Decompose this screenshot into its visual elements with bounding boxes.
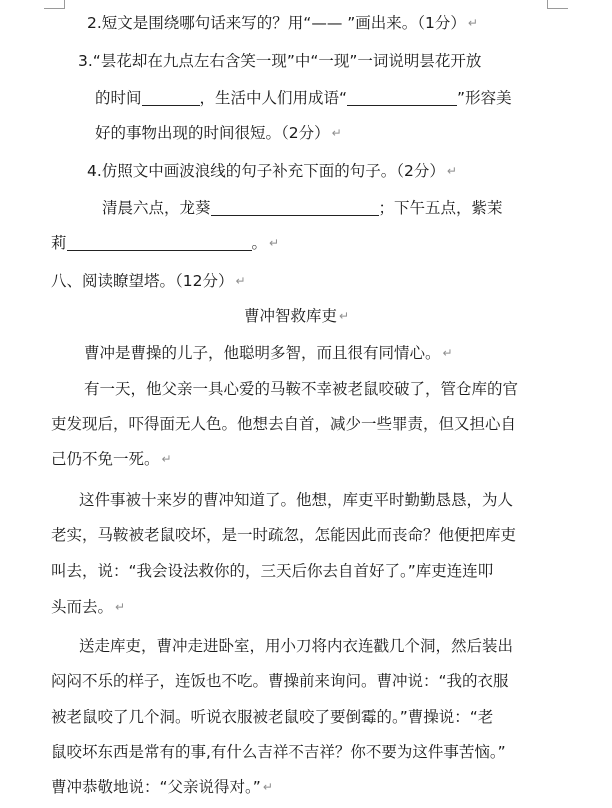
paragraph-text: 有一天，他父亲一具心爱的马鞍不幸被老鼠咬破了，管仓库的官 bbox=[84, 380, 519, 398]
paragraph-text: 这件事被十来岁的曹冲知道了。他想，库吏平时勤勤恳恳，为人 bbox=[79, 491, 514, 509]
paragraph-text: 送走库吏，曹冲走进卧室，用小刀将内衣连戳几个洞，然后装出 bbox=[79, 637, 514, 655]
question-3-line-1 bbox=[78, 50, 481, 72]
paragraph-mark-icon: ↵ bbox=[446, 164, 457, 178]
paragraph-mark-icon: ↵ bbox=[331, 126, 342, 140]
section-8-header bbox=[51, 270, 246, 292]
question-3-text-a: 的时间 bbox=[95, 89, 142, 107]
article-paragraph-4-line-1 bbox=[79, 635, 513, 657]
article-paragraph-4-line-2 bbox=[51, 670, 509, 692]
paragraph-text: 己仍不免一死。 bbox=[51, 450, 160, 468]
paragraph-mark-icon: ↵ bbox=[269, 236, 280, 250]
paragraph-text: 闷闷不乐的样子，连饭也不吃。曹操前来询问。曹冲说：“我的衣服 bbox=[51, 672, 509, 690]
paragraph-mark-icon: ↵ bbox=[161, 452, 172, 466]
paragraph-text: 被老鼠咬了几个洞。听说衣服被老鼠咬了要倒霉的。”曹操说：“老 bbox=[51, 708, 494, 726]
article-paragraph-2-line-2 bbox=[51, 413, 516, 435]
question-3-text-c: ”形容美 bbox=[457, 89, 512, 107]
paragraph-mark-icon: ↵ bbox=[115, 600, 126, 614]
paragraph-text: 老实，马鞍被老鼠咬坏，是一时疏忽，怎能因此而丧命？他便把库吏 bbox=[51, 526, 517, 544]
question-4 bbox=[87, 160, 457, 182]
page-corner-mark-left bbox=[44, 0, 65, 9]
question-3-text-d: 好的事物出现的时间很短。（2分） bbox=[95, 124, 330, 142]
answer-blank[interactable] bbox=[67, 233, 252, 251]
question-3-text-b: ，生活中人们用成语“ bbox=[199, 89, 348, 107]
article-paragraph-3-line-2 bbox=[51, 524, 516, 546]
article-paragraph-3-line-3 bbox=[51, 560, 493, 582]
article-paragraph-3-line-1 bbox=[79, 489, 513, 511]
paragraph-mark-icon: ↵ bbox=[339, 309, 350, 323]
question-4-text-d: 。 bbox=[251, 234, 268, 252]
question-3-text: 3.“昙花却在九点左右含笑一现”中“一现”一词说明昙花开放 bbox=[78, 52, 482, 70]
question-4-line-2 bbox=[102, 197, 503, 219]
question-4-text-a: 清晨六点，龙葵 bbox=[102, 199, 211, 217]
answer-blank[interactable] bbox=[211, 198, 379, 216]
paragraph-mark-icon: ↵ bbox=[442, 346, 453, 360]
article-paragraph-2-line-1 bbox=[84, 378, 518, 400]
answer-blank[interactable] bbox=[142, 88, 200, 106]
paragraph-mark-icon: ↵ bbox=[467, 16, 478, 30]
question-4-text: 4.仿照文中画波浪线的句子补充下面的句子。（2分） bbox=[87, 162, 445, 180]
paragraph-text: 叫去，说：“我会设法救你的，三天后你去自首好了。”库吏连连叩 bbox=[51, 562, 494, 580]
paragraph-text: 鼠咬坏东西是常有的事,有什么吉祥不吉祥？你不要为这件事苦恼。” bbox=[51, 743, 506, 761]
page-corner-mark-right bbox=[547, 0, 568, 9]
article-paragraph-1 bbox=[84, 342, 453, 364]
article-paragraph-4-line-3 bbox=[51, 706, 493, 728]
question-2 bbox=[87, 12, 478, 34]
article-paragraph-2-line-3 bbox=[51, 448, 172, 470]
question-3-line-3 bbox=[95, 122, 342, 144]
question-2-text: 2.短文是围绕哪句话来写的？用“—— ”画出来。（1分） bbox=[87, 14, 466, 32]
paragraph-text: 头而去。 bbox=[51, 598, 114, 616]
article-title-text: 曹冲智救库吏 bbox=[244, 307, 338, 325]
paragraph-text: 吏发现后，吓得面无人色。他想去自首，减少一些罪责，但又担心自 bbox=[51, 415, 517, 433]
question-4-line-3 bbox=[51, 232, 279, 254]
paragraph-mark-icon: ↵ bbox=[235, 274, 246, 288]
question-3-line-2 bbox=[95, 87, 512, 109]
article-paragraph-4-line-4 bbox=[51, 741, 506, 763]
question-4-text-b: ；下午五点，紫茉 bbox=[378, 199, 503, 217]
paragraph-text: 曹冲是曹操的儿子，他聪明多智，而且很有同情心。 bbox=[84, 344, 441, 362]
answer-blank[interactable] bbox=[347, 88, 457, 106]
section-8-header-text: 八、阅读瞭望塔。（12分） bbox=[51, 272, 234, 290]
paragraph-text: 曹冲恭敬地说：“父亲说得对。” bbox=[51, 778, 261, 796]
question-4-text-c: 莉 bbox=[51, 234, 67, 252]
paragraph-mark-icon: ↵ bbox=[262, 780, 273, 794]
article-paragraph-3-line-4 bbox=[51, 596, 125, 618]
article-title bbox=[244, 305, 349, 327]
article-paragraph-4-line-5 bbox=[51, 776, 273, 798]
